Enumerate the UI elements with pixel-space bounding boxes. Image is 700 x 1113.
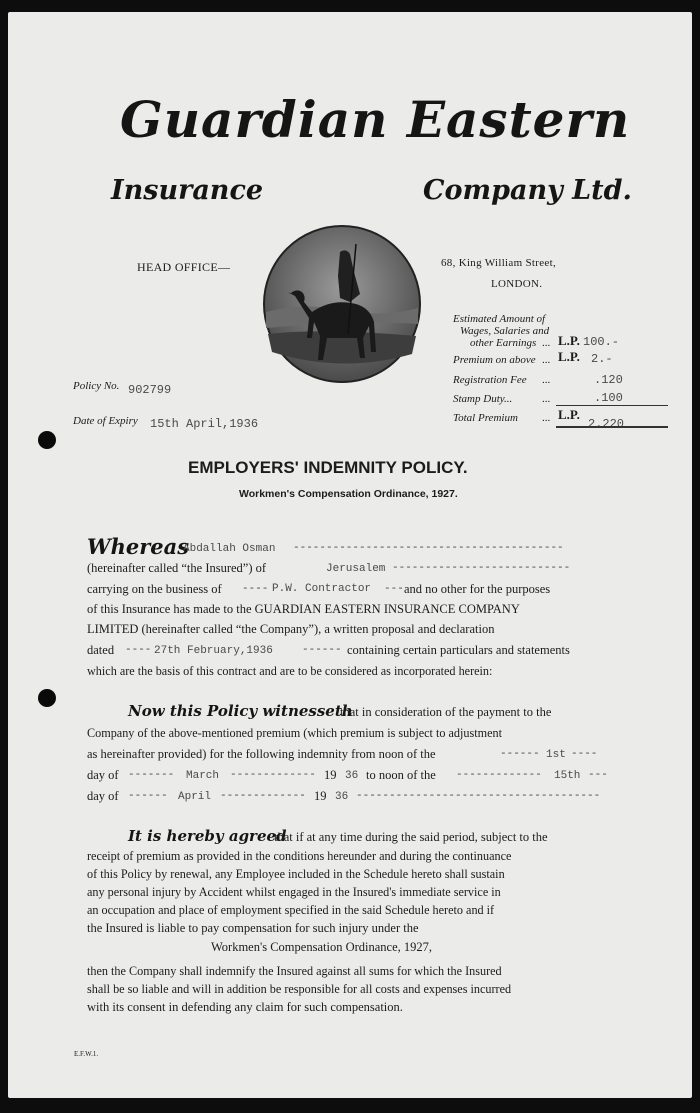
witnesseth-line2: Company of the above-mentioned premium (which premium is subject to adjustment [87,726,502,740]
estimated-label-2: Wages, Salaries and [460,325,550,337]
agreed-line9: shall be so liable and will in addition be responsible for all costs and expenses incurred [87,982,512,996]
stamp-value: .100 [594,391,623,405]
premium-label: Premium on above [453,354,536,366]
policy-subtitle: Workmen's Compensation Ordinance, 1927. [239,488,458,500]
total-rule-1 [556,405,668,406]
registration-label: Registration Fee [453,374,527,386]
whereas-line4: of this Insurance has made to the GUARDIAN EASTERN INSURANCE COMPANY [87,602,520,616]
expiry-label: Date of Expiry [73,415,138,427]
registration-value: .120 [594,373,623,387]
agreed-line3: of this Policy by renewal, any Employee included in the Schedule hereto shall sustain [87,867,505,881]
insured-place: Jerusalem [326,563,386,575]
estimated-currency: L.P. [558,333,580,348]
total-currency: L.P. [558,407,580,422]
total-rule-2 [556,426,668,428]
agreed-lead: It is hereby agreed [128,827,287,845]
witnesseth-lead: Now this Policy witnesseth [128,702,353,720]
head-office-label: HEAD OFFICE— [137,260,231,274]
company-name-insurance: Insurance [111,175,264,206]
agreed-line10: with its consent in defending any claim for such compensation. [87,1000,403,1014]
company-name-line1: Guardian Eastern [120,90,631,149]
estimated-label-3: other Earnings [470,337,537,349]
agreed-line8: then the Company shall indemnify the Insured against all sums for which the Insured [87,964,502,978]
expiry-value: 15th April,1936 [150,417,259,431]
address-line2: LONDON. [491,278,543,290]
policy-title: EMPLOYERS' INDEMNITY POLICY. [188,458,468,477]
to-year: 36 [335,791,349,803]
whereas-lead: Whereas [87,534,190,559]
agreed-line1: that if at any time during the said period, subject to the [274,830,548,844]
policy-no-label: Policy No. [73,380,120,392]
agreed-line5: an occupation and place of employment specified in the said Schedule hereto and if [87,903,495,917]
from-month: March [186,770,220,782]
whereas-line5: LIMITED (hereinafter called “the Company”), a written proposal and declaration [87,622,495,636]
from-year: 36 [345,770,359,782]
to-noon-text: to noon of the [366,768,436,782]
business-value: P.W. Contractor [272,583,372,595]
policy-no-value: 902799 [128,383,172,397]
punch-hole-bottom [38,689,56,707]
whereas-line7: which are the basis of this contract and are to be considered as incorporated herein: [87,664,493,678]
total-label: Total Premium [453,412,518,424]
agreed-line4: any personal injury by Accident whilst engaged in the Insured's immediate service in [87,885,501,899]
to-month: April [178,791,212,803]
no-other-text: and no other for the purposes [404,582,551,596]
witnesseth-line1: that in consideration of the payment to the [340,705,552,719]
punch-hole-top [38,431,56,449]
hereinafter-text: (hereinafter called “the Insured”) of [87,561,267,575]
insured-name: Abdallah Osman [183,543,276,555]
day-of-1: day of [87,768,119,782]
day-of-2: day of [87,789,119,803]
stamp-label: Stamp Duty... [453,393,513,405]
form-code: E.F.W.1. [74,1050,99,1058]
carrying-text: carrying on the business of [87,582,222,596]
dated-text: dated [87,643,115,657]
agreed-line2: receipt of premium as provided in the conditions hereunder and during the continuance [87,849,512,863]
containing-text: containing certain particulars and statements [347,643,570,657]
estimated-label-1: Estimated Amount of [453,313,546,325]
camel-rider-emblem [262,224,422,384]
year-prefix-2: 19 [314,789,327,803]
total-value: 2.220 [588,417,625,431]
premium-value: 2.- [591,352,613,366]
company-name-ltd: Company Ltd. [423,175,632,206]
witnesseth-line3: as hereinafter provided) for the following indemnity from noon of the [87,747,436,761]
year-prefix-1: 19 [324,768,337,782]
proposal-date: 27th February,1936 [154,645,273,657]
agreed-ordinance: Workmen's Compensation Ordinance, 1927, [211,940,432,954]
estimated-value: 100.- [583,335,620,349]
address-line1: 68, King William Street, [441,257,557,269]
to-day: 15th [554,770,581,782]
premium-currency: L.P. [558,349,580,364]
agreed-line6: the Insured is liable to pay compensation for such injury under the [87,921,419,935]
from-day: 1st [546,749,566,761]
policy-document: Guardian Eastern Insurance Company Ltd. HEAD OFFICE— 68, King William Street, LONDON. Estimated Amount of Wages, Salaries and other Earnings ... L.P. 100.- Premium on above ... L.P. 2.- Registration Fee ... .120 Stamp Duty... ... .100 Total Premium ... L.P. 2.220 Policy No. 902799 Date of Expiry 15th April,1936 EMPLOYERS' INDEMNITY POLICY. Workmen's Compensation Ordinance, 1927. Whereas Abdallah Osman ----------------------------------------- (hereinafter called “the Insured”) of Jerusalem --------------------------- carrying on the business of ---- P.W. Contractor --- and no other for the purposes of this Insurance has made to the GUARDIAN EASTERN INSURANCE COMPANY LIMITED (hereinafter called “the Company”), a written proposal and declaration dated ---- 27th February,1936 ------ containing certain particulars and statements which are the basis of this contract and are to be considered as incorporated herein: Now this Policy witnesseth that in consideration of the payment to the Company of the above-mentioned premium (which premium is subject to adjustment as hereinafter provided) for the following indemnity from noon of the ------ 1st ---- day of ------- March ------------- 19 36 to noon of the ------------- 15th --- day of ------ April ------------- 19 36 ------------------------------------- It is hereby agreed that if at any time during the said period, subject to the receipt of premium as provided in the conditions hereunder and during the continuance of this Policy by renewal, any Employee included in the Schedule hereto shall sustain any personal injury by Accident whilst engaged in the Insured's immediate service in an occupation and place of employment specified in the said Schedule hereto and if the Insured is liable to pay compensation for such injury under the Workmen's Compensation Ordinance, 1927, then the Company shall indemnify the Insured against all sums for which the Insured shall be so liable and will in addition be responsible for all costs and expenses incurred with its consent in defending any claim for such compensation. E.F.W.1. [8,12,692,1098]
